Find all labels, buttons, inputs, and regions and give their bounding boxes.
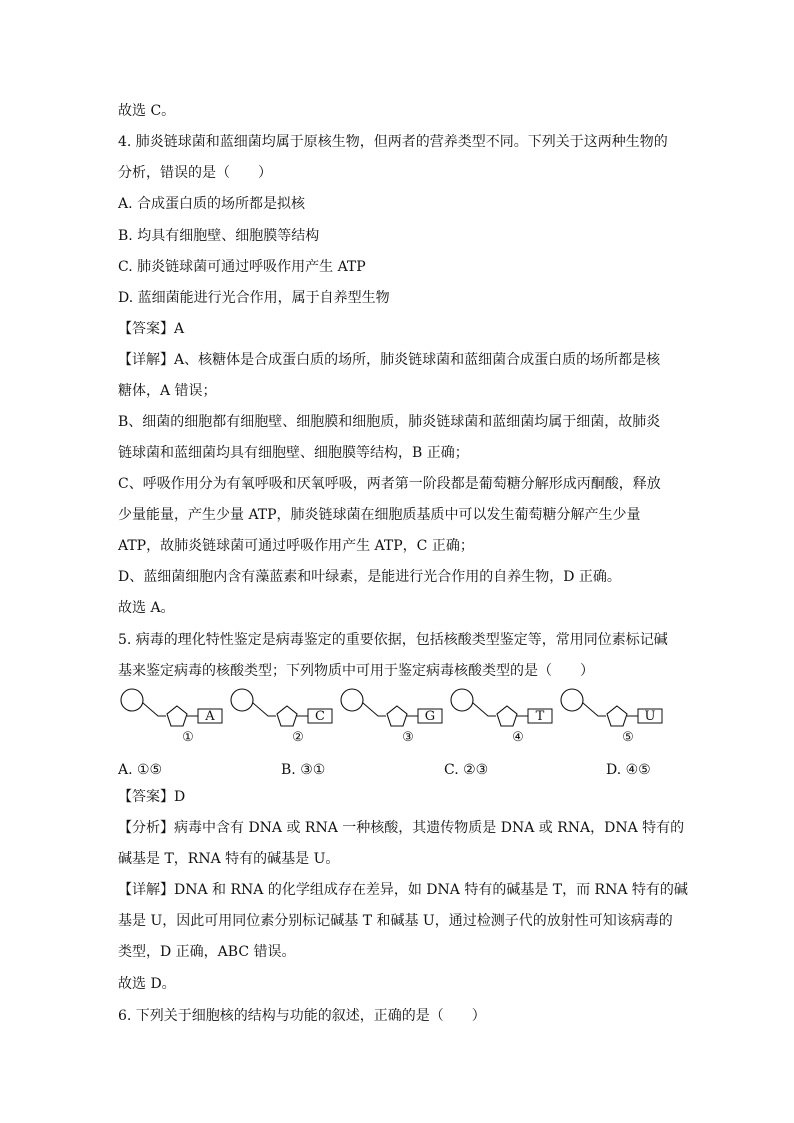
explanation-line: 少量能量，产生少量 ATP，肺炎链球菌在细胞质基质中可以发生葡萄糖分解产生少量: [118, 507, 641, 523]
question-6-stem: 6. 下列关于细胞核的结构与功能的叙述，正确的是（ ）: [118, 1008, 486, 1024]
option-a: A. ①⑤: [118, 762, 163, 778]
option-b: B. ③①: [281, 762, 326, 778]
explanation-line: ATP，故肺炎链球菌可通过呼吸作用产生 ATP，C 正确；: [118, 538, 474, 554]
nucleotide-3: [338, 688, 448, 746]
answer-line: 【答案】A: [118, 321, 185, 337]
option-a: A. 合成蛋白质的场所都是拟核: [118, 196, 306, 212]
nucleotide-number: ③: [402, 730, 414, 745]
nucleotide-2: [228, 688, 338, 746]
base-label: T: [535, 709, 545, 724]
option-c: C. 肺炎链球菌可通过呼吸作用产生 ATP: [118, 259, 366, 275]
explanation-line: B、细菌的细胞都有细胞壁、细胞膜和细胞质，肺炎链球菌和蓝细菌均属于细菌，故肺炎: [118, 414, 661, 430]
base-label: A: [205, 709, 215, 724]
explanation-line: 基是 U，因此可用同位素分别标记碱基 T 和碱基 U，通过检测子代的放射性可知该病毒的: [118, 913, 673, 929]
option-b: B. 均具有细胞壁、细胞膜等结构: [118, 228, 320, 244]
analysis-line: 【分析】病毒中含有 DNA 或 RNA 一种核酸，其遗传物质是 DNA 或 RNA，DNA 特有的: [118, 820, 685, 836]
question-5-stem-cont: 基来鉴定病毒的核酸类型；下列物质中可用于鉴定病毒核酸类型的是（ ）: [118, 663, 594, 679]
explanation-line: C、呼吸作用分为有氧呼吸和厌氧呼吸，两者第一阶段都是葡萄糖分解形成丙酮酸，释放: [118, 476, 661, 492]
text-line: 故选 C。: [118, 103, 176, 119]
base-label: U: [644, 709, 656, 724]
base-label: C: [315, 709, 325, 724]
explanation-line: 类型，D 正确，ABC 错误。: [118, 944, 296, 960]
question-5-stem: 5. 病毒的理化特性鉴定是病毒鉴定的重要依据，包括核酸类型鉴定等，常用同位素标记碱: [118, 632, 668, 648]
nucleotide-number: ⑤: [622, 730, 634, 745]
nucleotide-1: [118, 688, 228, 746]
option-d: D. ④⑤: [606, 762, 651, 778]
explanation-line: 链球菌和蓝细菌均具有细胞壁、细胞膜等结构，B 正确；: [118, 445, 469, 461]
explanation-line: 【详解】A、核糖体是合成蛋白质的场所，肺炎链球菌和蓝细菌合成蛋白质的场所都是核: [118, 352, 661, 368]
explanation-line: 【详解】DNA 和 RNA 的化学组成存在差异，如 DNA 特有的碱基是 T，而 RNA 特有的碱: [118, 882, 688, 898]
text-line: 故选 A。: [118, 600, 175, 616]
base-label: G: [424, 709, 436, 724]
explanation-line: 糖体，A 错误；: [118, 383, 217, 399]
nucleotide-number: ④: [512, 730, 524, 745]
text-line: 故选 D。: [118, 976, 176, 992]
option-c: C. ②③: [444, 762, 489, 778]
nucleotide-diagram: [118, 688, 678, 746]
analysis-line: 碱基是 T，RNA 特有的碱基是 U。: [118, 851, 340, 867]
question-4-stem-cont: 分析，错误的是（ ）: [118, 165, 272, 181]
nucleotide-number: ①: [182, 730, 194, 745]
nucleotide-4: [448, 688, 558, 746]
nucleotide-number: ②: [292, 730, 304, 745]
answer-line: 【答案】D: [118, 789, 186, 805]
explanation-line: D、蓝细菌细胞内含有藻蓝素和叶绿素，是能进行光合作用的自养生物，D 正确。: [118, 569, 621, 585]
question-4-stem: 4. 肺炎链球菌和蓝细菌均属于原核生物，但两者的营养类型不同。下列关于这两种生物的: [118, 134, 668, 150]
nucleotide-5: [558, 688, 668, 746]
option-d: D. 蓝细菌能进行光合作用，属于自养型生物: [118, 290, 390, 306]
